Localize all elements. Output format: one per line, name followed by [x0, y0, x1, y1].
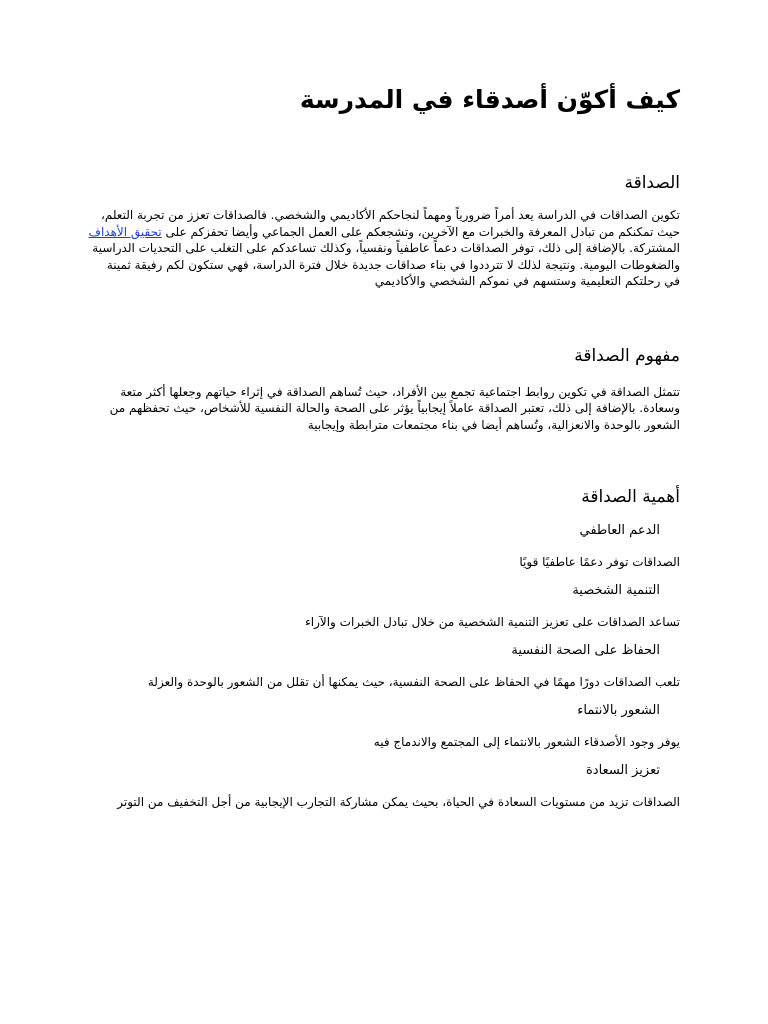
benefit-personal-development: [88, 581, 680, 631]
benefit-mental-health: [88, 641, 680, 691]
benefit-text: تلعب الصداقات دورًا مهمًا في الحفاظ على الصحة النفسية، حيث يمكنها أن تقلل من الشعور بالوحدة والعزلة: [147, 675, 680, 689]
benefit-text: الصداقات توفر دعمًا عاطفيًا قويًا: [519, 555, 680, 569]
body-text-before-link: تكوين الصداقات في الدراسة يعد أمراً ضرورياً ومهماً لنجاحكم الأكاديمي والشخصي. فالصداقات تعزز من تجربة التعلم، حيث تمكنكم من تبادل المعرفة والخبرات مع الآخرين، وتشجعكم على العمل الجماعي وأيضا تحفزكم على: [100, 208, 680, 239]
benefit-title: التنمية الشخصية: [572, 583, 660, 598]
benefit-text: الصداقات تزيد من مستويات السعادة في الحياة، بحيث يمكن مشاركة التجارب الإيجابية من أجل التخفيف من التوتر: [117, 795, 680, 809]
benefit-title: تعزيز السعادة: [586, 763, 660, 778]
benefit-title: الشعور بالانتماء: [577, 703, 660, 718]
benefit-happiness: [88, 761, 680, 811]
benefit-belonging: [88, 701, 680, 751]
benefit-text: تساعد الصداقات على تعزيز التنمية الشخصية من خلال تبادل الخبرات والآراء: [305, 615, 680, 629]
section-body-friendship: [88, 207, 680, 290]
section-heading-importance: أهمية الصداقة: [581, 487, 680, 507]
section-body-concept: تتمثل الصداقة في تكوين روابط اجتماعية تجمع بين الأفراد، حيث تُساهم الصداقة في إثراء حياتهم وجعلها أكثر متعة وسعادة. بالإضافة إلى ذلك، تعتبر الصداقة عاملاً إيجابياً يؤثر على الصحة والحالة النفسية للأشخاص، حيث تحفظهم من الشعور بالوحدة والانعزالية، وتُساهم أيضا في بناء مجتمعات مترابطة وإيجابية: [109, 384, 680, 432]
body-text-after-link: المشتركة. بالإضافة إلى ذلك، توفر الصداقات دعماً عاطفياً ونفسياً، وكذلك تساعدكم على التغلب على التحديات الدراسية والضغوطات اليومية. ونتيجة لذلك لا تترددوا في بناء صداقات جديدة خلال فترة الدراسة، فهي ستكون لكم رفيقة ثمينة في رحلتكم التعليمية وستسهم في نموكم الشخصي والأكاديمي: [92, 241, 680, 288]
page-title: كيف أكوّن أصدقاء في المدرسة: [299, 85, 680, 114]
document-content: [88, 80, 680, 811]
benefit-emotional-support: [88, 521, 680, 571]
benefit-title: الدعم العاطفي: [579, 523, 660, 538]
benefit-text: يوفر وجود الأصدقاء الشعور بالانتماء إلى المجتمع والاندماج فيه: [373, 735, 680, 749]
achieve-goals-link[interactable]: تحقيق الأهداف: [88, 224, 162, 239]
section-heading-friendship: الصداقة: [624, 173, 680, 193]
section-heading-concept: مفهوم الصداقة: [574, 345, 680, 366]
benefit-title: الحفاظ على الصحة النفسية: [511, 643, 660, 658]
